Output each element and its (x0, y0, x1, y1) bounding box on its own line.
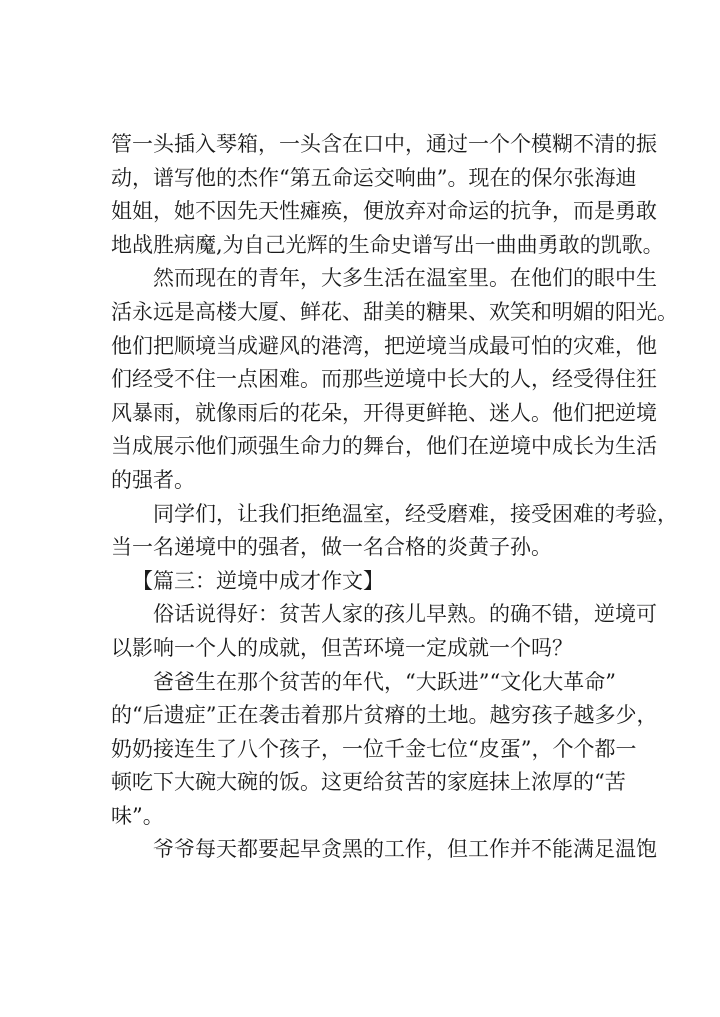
text-line: 爸爸生在那个贫苦的年代，“大跃进”“文化大革命” (153, 669, 616, 694)
text-line: 味”。 (111, 803, 164, 828)
paragraph-4 (111, 598, 657, 665)
text-line: 的强者。 (111, 467, 195, 492)
paragraph-6 (111, 833, 657, 867)
text-line: 奶奶接连生了八个孩子，一位千金七位“皮蛋”，个个都一 (111, 736, 637, 761)
paragraph-2 (111, 262, 678, 497)
section-heading-text: 【篇三：逆境中成才作文】 (132, 568, 384, 593)
document-page (111, 128, 678, 867)
text-line: 以影响一个人的成就，但苦环境一定成就一个吗？ (111, 635, 573, 660)
text-line: 地战胜病魔,为自己光辉的生命史谱写出一曲曲勇敢的凯歌。 (111, 232, 664, 257)
text-line: 俗话说得好：贫苦人家的孩儿早熟。的确不错，逆境可 (153, 602, 657, 627)
text-line: 当一名递境中的强者，做一名合格的炎黄子孙。 (111, 535, 552, 560)
text-line: 然而现在的青年，大多生活在温室里。在他们的眼中生 (153, 266, 657, 291)
text-line: 姐姐，她不因先天性瘫痪，便放弃对命运的抗争，而是勇敢 (111, 199, 657, 224)
text-line: 同学们，让我们拒绝温室，经受磨难，接受困难的考验， (153, 501, 678, 526)
section-heading (111, 565, 613, 599)
text-line: 们经受不住一点困难。而那些逆境中长大的人，经受得住狂 (111, 367, 657, 392)
text-line: 动，谱写他的杰作“第五命运交响曲”。现在的保尔张海迪 (111, 165, 637, 190)
paragraph-5 (111, 666, 658, 834)
text-line: 爷爷每天都要起早贪黑的工作，但工作并不能满足温饱 (153, 837, 657, 862)
paragraph-1 (111, 128, 664, 262)
text-line: 风暴雨，就像雨后的花朵，开得更鲜艳、迷人。他们把逆境 (111, 400, 657, 425)
text-line: 他们把顺境当成避风的港湾，把逆境当成最可怕的灾难，他 (111, 333, 657, 358)
text-line: 的“后遗症”正在袭击着那片贫瘠的土地。越穷孩子越多少， (111, 703, 658, 728)
text-line: 管一头插入琴箱，一头含在口中，通过一个个模糊不清的振 (111, 132, 657, 156)
text-line: 顿吃下大碗大碗的饭。这更给贫苦的家庭抹上浓厚的“苦 (111, 770, 626, 795)
text-line: 当成展示他们顽强生命力的舞台，他们在逆境中成长为生活 (111, 434, 657, 459)
text-line: 活永远是高楼大厦、鲜花、甜美的糖果、欢笑和明媚的阳光。 (111, 299, 678, 324)
paragraph-3 (111, 498, 678, 565)
